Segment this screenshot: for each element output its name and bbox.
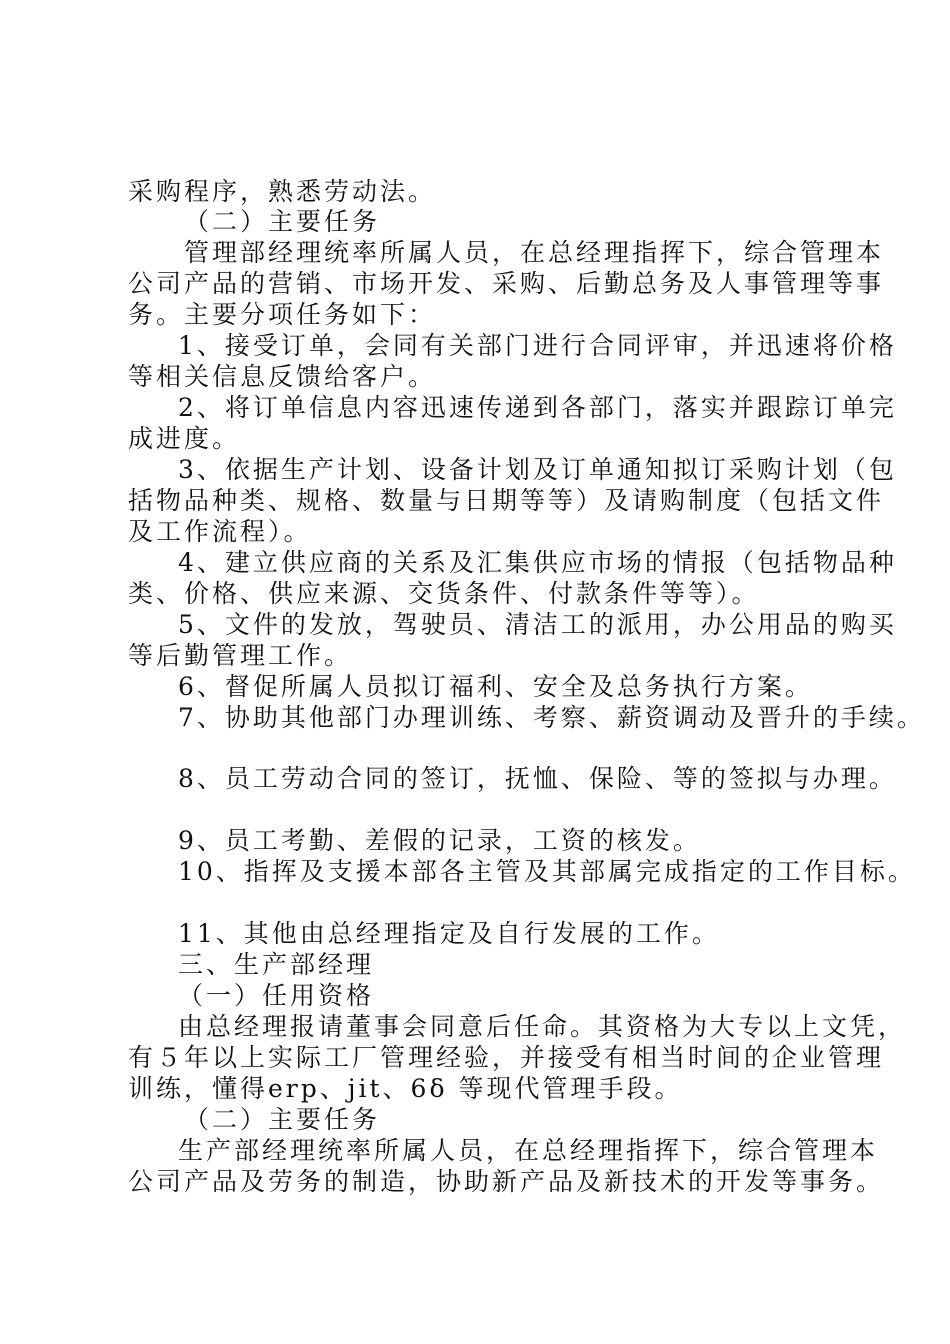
paragraph-line: 务。主要分项任务如下： <box>128 300 437 329</box>
list-item-line: 成进度。 <box>128 424 241 453</box>
section-heading: （一）任用资格 <box>178 981 375 1010</box>
list-item-line: 等后勤管理工作。 <box>128 641 353 670</box>
list-item-line: 8、员工劳动合同的签订，抚恤、保险、等的签拟与办理。 <box>178 764 897 793</box>
list-item-line: 10、指挥及支援本部各主管及其部属完成指定的工作目标。 <box>178 857 916 886</box>
section-heading: （二）主要任务 <box>184 207 381 236</box>
list-item-line: 等相关信息反馈给客户。 <box>128 362 437 391</box>
list-item-line: 1、接受订单，会同有关部门进行合同评审，并迅速将价格 <box>178 331 897 360</box>
list-item-line: 7、协助其他部门办理训练、考察、薪资调动及晋升的手续。 <box>178 703 925 732</box>
paragraph-line: 训练，懂得erp、jit、6δ 等现代管理手段。 <box>128 1074 683 1103</box>
paragraph-line: 由总经理报请董事会同意后任命。其资格为大专以上文凭， <box>178 1012 907 1041</box>
list-item-line: 括物品种类、规格、数量与日期等等）及请购制度（包括文件 <box>128 486 885 515</box>
list-item-line: 5、文件的发放，驾驶员、清洁工的派用，办公用品的购买 <box>178 610 897 639</box>
list-item-line: 11、其他由总经理指定及自行发展的工作。 <box>178 919 720 948</box>
text-line: 采购程序，熟悉劳动法。 <box>128 177 437 206</box>
paragraph-line: 生产部经理统率所属人员，在总经理指挥下，综合管理本 <box>178 1136 879 1165</box>
list-item-line: 及工作流程）。 <box>128 517 312 546</box>
list-item-line: 3、依据生产计划、设备计划及订单通知拟订采购计划（包 <box>178 455 897 484</box>
section-heading: 三、生产部经理 <box>178 950 375 979</box>
list-item-line: 9、员工考勤、差假的记录，工资的核发。 <box>178 826 701 855</box>
list-item-line: 类、价格、供应来源、交货条件、付款条件等等）。 <box>128 579 760 608</box>
list-item-line: 6、督促所属人员拟订福利、安全及总务执行方案。 <box>178 672 813 701</box>
list-item-line: 2、将订单信息内容迅速传递到各部门，落实并跟踪订单完 <box>178 393 897 422</box>
section-heading: （二）主要任务 <box>184 1105 381 1134</box>
paragraph-line: 管理部经理统率所属人员，在总经理指挥下，综合管理本 <box>184 238 885 267</box>
paragraph-line: 公司产品的营销、市场开发、采购、后勤总务及人事管理等事 <box>128 269 885 298</box>
paragraph-line: 有５年以上实际工厂管理经验，并接受有相当时间的企业管理 <box>128 1043 885 1072</box>
paragraph-line: 公司产品及劳务的制造，协助新产品及新技术的开发等事务。 <box>128 1167 885 1196</box>
list-item-line: 4、建立供应商的关系及汇集供应市场的情报（包括物品种 <box>178 548 897 577</box>
